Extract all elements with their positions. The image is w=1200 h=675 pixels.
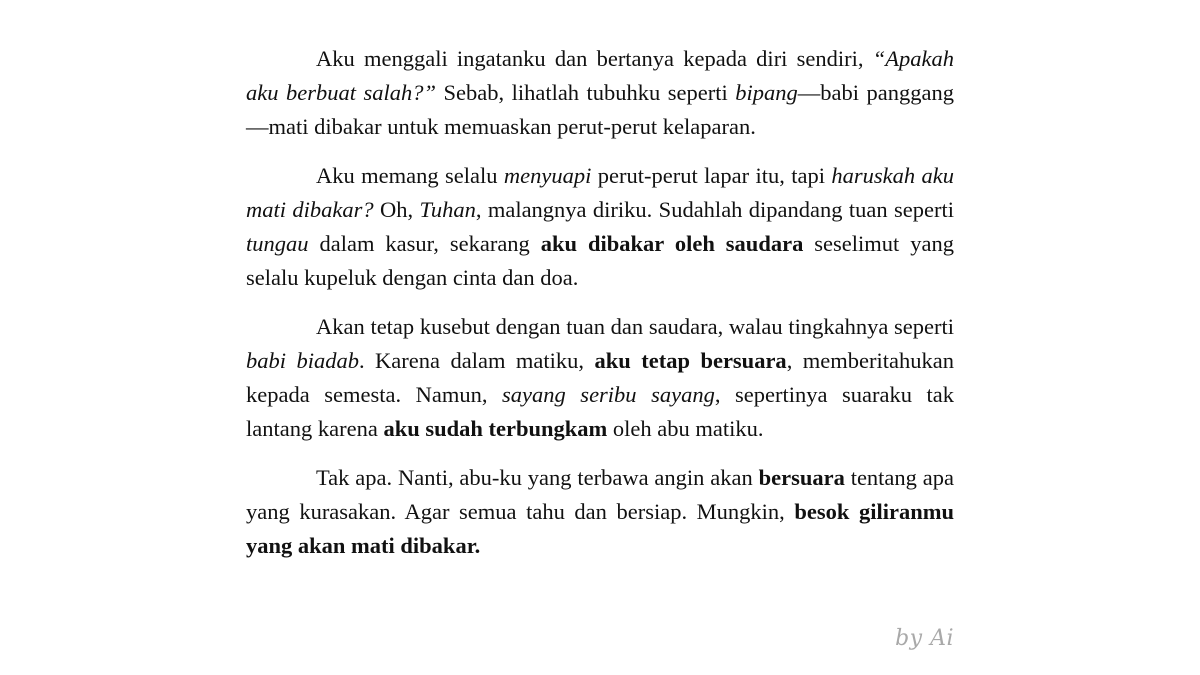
text-run: perut-perut lapar itu, tapi xyxy=(591,163,832,188)
text-run: aku tetap bersuara xyxy=(594,348,787,373)
text-run: Sebab, lihatlah tubuhku seperti xyxy=(435,80,736,105)
text-run: menyuapi xyxy=(503,163,592,188)
text-run: bersuara xyxy=(758,465,845,490)
author-signature: by Ai xyxy=(895,626,954,651)
paragraph-3 xyxy=(246,310,954,446)
text-run: , memberitahukan kepada semesta. Namun, xyxy=(246,348,954,407)
text-run: . Karena dalam matiku, xyxy=(358,348,595,373)
text-run: oleh abu matiku. xyxy=(607,416,764,441)
text-run: , malangnya diriku. Sudahlah dipandang tuan seperti xyxy=(475,197,955,222)
text-run: tungau xyxy=(246,231,309,256)
text-run: —babi panggang—mati dibakar untuk memuaskan perut-perut kelaparan. xyxy=(246,80,954,139)
text-run: Aku menggali ingatanku dan bertanya kepada diri sendiri, xyxy=(316,46,873,71)
paragraph-2 xyxy=(246,159,954,295)
text-run: Oh, xyxy=(373,197,420,222)
text-run: tentang apa yang kurasakan. Agar semua tahu dan bersiap. Mungkin, xyxy=(246,465,955,524)
text-run: sayang seribu sayang xyxy=(502,382,715,407)
text-run: seselimut yang selalu kupeluk dengan cinta dan doa. xyxy=(246,231,954,290)
text-run: babi biadab xyxy=(246,348,359,373)
text-run: besok giliranmu yang akan mati dibakar. xyxy=(246,499,954,558)
text-run: , sepertinya suaraku tak lantang karena xyxy=(246,382,954,441)
text-run: Aku memang selalu xyxy=(316,163,504,188)
text-run: haruskah aku mati dibakar? xyxy=(246,163,954,222)
text-run: Tak apa. Nanti, abu-ku yang terbawa angin akan xyxy=(316,465,759,490)
text-run: aku sudah terbungkam xyxy=(383,416,608,441)
text-run: dalam kasur, sekarang xyxy=(308,231,541,256)
text-run: aku dibakar oleh saudara xyxy=(540,231,804,256)
text-run: Tuhan xyxy=(419,197,476,222)
paragraph-1 xyxy=(246,42,954,144)
text-run: Akan tetap kusebut dengan tuan dan saudara, walau tingkahnya seperti xyxy=(316,314,954,339)
article-body xyxy=(246,42,954,563)
text-run: “Apakah aku berbuat salah?” xyxy=(246,46,954,105)
paragraph-4 xyxy=(246,461,954,563)
text-run: bipang xyxy=(735,80,798,105)
